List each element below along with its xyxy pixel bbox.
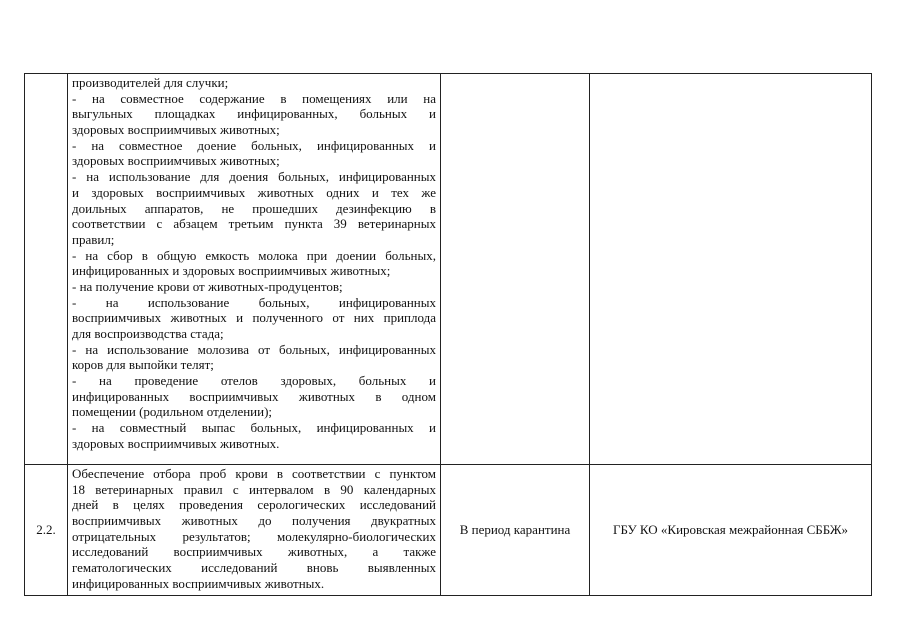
text-line: здоровых восприимчивых животных. — [72, 435, 280, 451]
text-line: правил; — [72, 231, 115, 247]
text-line: соответствии с абзацем третьим пункта 39 ветеринарных — [72, 216, 436, 232]
measure-description-cell — [68, 465, 441, 596]
measure-description-cell — [68, 74, 441, 465]
text-line: здоровых восприимчивых животных; — [72, 122, 280, 138]
text-line: - на совместный выпас больных, инфицированных и — [72, 420, 436, 436]
text-line: - на совместное содержание в помещениях или на — [72, 90, 436, 106]
text-line: отрицательных результатов; молекулярно-биологических — [72, 528, 436, 544]
text-line: - на использование молозива от больных, инфицированных — [72, 341, 436, 357]
text-line: инфицированных и здоровых восприимчивых животных; — [72, 263, 391, 279]
text-line: дней в целях проведения серологических исследований — [72, 497, 436, 513]
text-line: инфицированных восприимчивых животных в одном — [72, 388, 436, 404]
period-cell — [441, 74, 590, 465]
text-line: - на сбор в общую емкость молока при доении больных, — [72, 247, 436, 263]
text-line: восприимчивых животных и полученного от них приплода — [72, 310, 436, 326]
text-line: помещении (родильном отделении); — [72, 404, 273, 420]
text-line: - на использование для доения больных, инфицированных — [72, 169, 436, 185]
text-line: коров для выпойки телят; — [72, 357, 214, 373]
row-number-cell: 2.2. — [25, 465, 68, 596]
text-line: исследований восприимчивых животных, а также — [72, 544, 436, 560]
measures-table — [24, 73, 872, 596]
text-line: - на получение крови от животных-продуцентов; — [72, 278, 343, 294]
text-line: производителей для случки; — [72, 75, 229, 90]
row-number-cell — [25, 74, 68, 465]
text-line: инфицированных восприимчивых животных. — [72, 575, 325, 591]
text-line: 18 ветеринарных правил с интервалом в 90 календарных — [72, 481, 436, 497]
text-line: - на использование больных, инфицированных — [72, 294, 436, 310]
text-line: для воспроизводства стада; — [72, 326, 224, 341]
text-line: восприимчивых животных до получения двукратных — [72, 513, 436, 529]
table-row-2-2 — [25, 465, 872, 596]
text-line: - на проведение отелов здоровых, больных и — [72, 373, 436, 389]
text-line: Обеспечение отбора проб крови в соответствии с пунктом — [72, 466, 436, 481]
text-line: гематологических исследований вновь выявленных — [72, 560, 436, 576]
text-line: здоровых восприимчивых животных; — [72, 153, 280, 169]
text-line: доильных аппаратов, не прошедших дезинфекцию в — [72, 200, 436, 216]
text-line: и здоровых восприимчивых животных одних и тех же — [72, 184, 436, 200]
text-line: выгульных площадках инфицированных, больных и — [72, 106, 436, 122]
responsible-cell — [590, 74, 872, 465]
period-cell: В период карантина — [441, 465, 590, 596]
table-row-continued — [25, 74, 872, 465]
responsible-cell: ГБУ КО «Кировская межрайонная СББЖ» — [590, 465, 872, 596]
text-line: - на совместное доение больных, инфицированных и — [72, 137, 436, 153]
